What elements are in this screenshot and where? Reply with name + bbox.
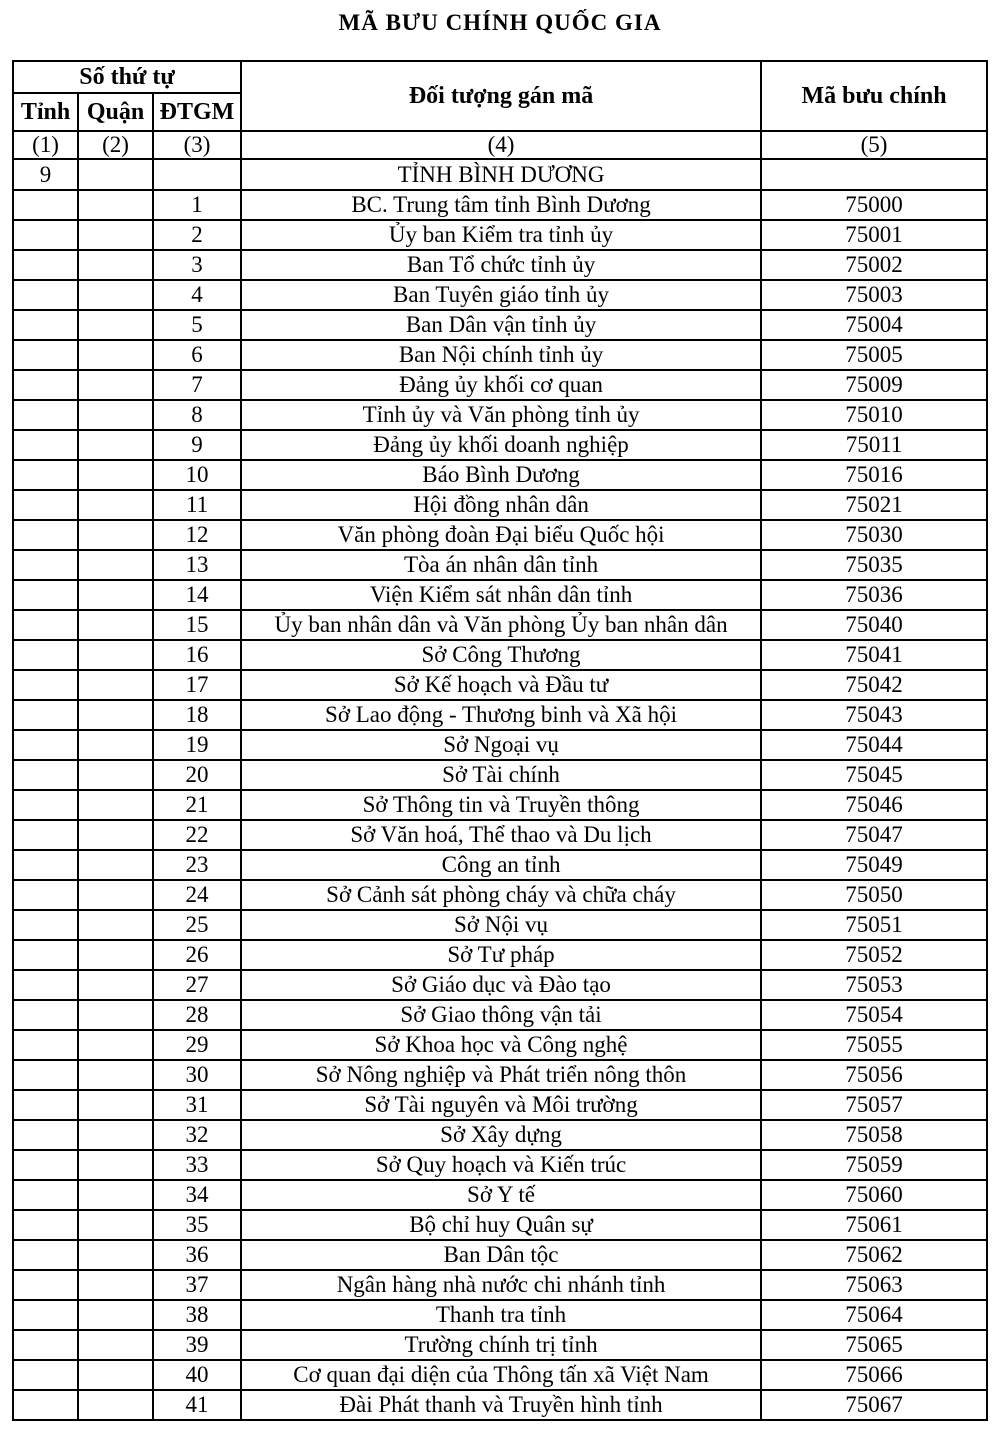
cell-postal-code: 75049 (761, 850, 987, 880)
cell-object-name: Ngân hàng nhà nước chi nhánh tỉnh (241, 1270, 761, 1300)
cell-quan-empty (78, 1330, 153, 1360)
cell-tinh-empty (13, 1300, 78, 1330)
cell-postal-code: 75003 (761, 280, 987, 310)
cell-object-name: Trường chính trị tỉnh (241, 1330, 761, 1360)
cell-ordinal: 13 (153, 550, 241, 580)
cell-postal-code: 75042 (761, 670, 987, 700)
cell-object-name: Sở Thông tin và Truyền thông (241, 790, 761, 820)
cell-postal-code: 75064 (761, 1300, 987, 1330)
table-row (13, 670, 987, 700)
table-row (13, 970, 987, 1000)
cell-quan-empty (78, 910, 153, 940)
table-row (13, 490, 987, 520)
table-row (13, 820, 987, 850)
cell-ordinal: 25 (153, 910, 241, 940)
table-row (13, 340, 987, 370)
cell-object-name: Thanh tra tỉnh (241, 1300, 761, 1330)
table-row (13, 370, 987, 400)
cell-postal-code: 75054 (761, 1000, 987, 1030)
column-index-row (13, 131, 987, 159)
cell-quan-empty (78, 1150, 153, 1180)
cell-ordinal: 35 (153, 1210, 241, 1240)
table-row (13, 310, 987, 340)
cell-postal-code: 75035 (761, 550, 987, 580)
province-name: TỈNH BÌNH DƯƠNG (241, 159, 761, 190)
cell-ordinal: 6 (153, 340, 241, 370)
table-row (13, 790, 987, 820)
cell-postal-code: 75005 (761, 340, 987, 370)
cell-tinh-empty (13, 1360, 78, 1390)
cell-tinh-empty (13, 220, 78, 250)
table-row (13, 220, 987, 250)
cell-object-name: Sở Cảnh sát phòng cháy và chữa cháy (241, 880, 761, 910)
cell-object-name: Công an tỉnh (241, 850, 761, 880)
header-quan: Quận (78, 93, 153, 131)
cell-object-name: Tòa án nhân dân tỉnh (241, 550, 761, 580)
cell-ordinal: 27 (153, 970, 241, 1000)
page-title: MÃ BƯU CHÍNH QUỐC GIA (338, 10, 662, 35)
cell-quan-empty (78, 640, 153, 670)
cell-tinh-empty (13, 310, 78, 340)
cell-postal-code: 75016 (761, 460, 987, 490)
cell-postal-code: 75036 (761, 580, 987, 610)
cell-postal-code: 75045 (761, 760, 987, 790)
cell-object-name: Sở Giao thông vận tải (241, 1000, 761, 1030)
cell-ordinal: 39 (153, 1330, 241, 1360)
cell-tinh-empty (13, 460, 78, 490)
cell-ordinal: 14 (153, 580, 241, 610)
cell-object-name: Ban Dân tộc (241, 1240, 761, 1270)
cell-tinh-empty (13, 1210, 78, 1240)
cell-tinh-empty (13, 370, 78, 400)
cell-ordinal: 12 (153, 520, 241, 550)
table-row (13, 760, 987, 790)
cell-tinh-empty (13, 430, 78, 460)
cell-ordinal: 3 (153, 250, 241, 280)
table-row (13, 1330, 987, 1360)
cell-postal-code: 75001 (761, 220, 987, 250)
cell-postal-code: 75063 (761, 1270, 987, 1300)
cell-postal-code: 75051 (761, 910, 987, 940)
cell-postal-code: 75059 (761, 1150, 987, 1180)
cell-quan-empty (78, 580, 153, 610)
postal-code-table (12, 60, 988, 1421)
header-so-thu-tu: Số thứ tự (13, 61, 241, 93)
cell-ordinal: 32 (153, 1120, 241, 1150)
cell-object-name: Sở Tài chính (241, 760, 761, 790)
province-code-cell-empty (761, 159, 987, 190)
cell-ordinal: 11 (153, 490, 241, 520)
cell-postal-code: 75030 (761, 520, 987, 550)
cell-ordinal: 15 (153, 610, 241, 640)
cell-postal-code: 75053 (761, 970, 987, 1000)
cell-quan-empty (78, 1180, 153, 1210)
cell-tinh-empty (13, 850, 78, 880)
cell-quan-empty (78, 1000, 153, 1030)
cell-postal-code: 75056 (761, 1060, 987, 1090)
cell-postal-code: 75004 (761, 310, 987, 340)
cell-ordinal: 9 (153, 430, 241, 460)
cell-object-name: Sở Nội vụ (241, 910, 761, 940)
table-row (13, 1360, 987, 1390)
cell-quan-empty (78, 340, 153, 370)
table-row (13, 880, 987, 910)
cell-ordinal: 36 (153, 1240, 241, 1270)
table-body (13, 159, 987, 1420)
cell-quan-empty (78, 610, 153, 640)
cell-tinh-empty (13, 490, 78, 520)
cell-quan-empty (78, 940, 153, 970)
cell-object-name: Sở Nông nghiệp và Phát triển nông thôn (241, 1060, 761, 1090)
cell-ordinal: 28 (153, 1000, 241, 1030)
table-row (13, 580, 987, 610)
col-index-1: (1) (13, 131, 78, 159)
table-row (13, 1000, 987, 1030)
cell-tinh-empty (13, 1390, 78, 1420)
table-row (13, 460, 987, 490)
table-row (13, 1120, 987, 1150)
cell-ordinal: 2 (153, 220, 241, 250)
cell-tinh-empty (13, 760, 78, 790)
cell-postal-code: 75009 (761, 370, 987, 400)
table-row (13, 640, 987, 670)
cell-ordinal: 30 (153, 1060, 241, 1090)
cell-object-name: Viện Kiểm sát nhân dân tỉnh (241, 580, 761, 610)
table-row (13, 1180, 987, 1210)
cell-quan-empty (78, 1210, 153, 1240)
cell-ordinal: 38 (153, 1300, 241, 1330)
cell-ordinal: 34 (153, 1180, 241, 1210)
cell-ordinal: 40 (153, 1360, 241, 1390)
cell-postal-code: 75011 (761, 430, 987, 460)
cell-ordinal: 8 (153, 400, 241, 430)
cell-quan-empty (78, 1240, 153, 1270)
cell-quan-empty (78, 220, 153, 250)
cell-object-name: Sở Khoa học và Công nghệ (241, 1030, 761, 1060)
cell-quan-empty (78, 790, 153, 820)
cell-ordinal: 22 (153, 820, 241, 850)
cell-ordinal: 33 (153, 1150, 241, 1180)
cell-ordinal: 26 (153, 940, 241, 970)
cell-tinh-empty (13, 1330, 78, 1360)
cell-ordinal: 31 (153, 1090, 241, 1120)
cell-ordinal: 24 (153, 880, 241, 910)
cell-postal-code: 75055 (761, 1030, 987, 1060)
cell-object-name: Sở Lao động - Thương binh và Xã hội (241, 700, 761, 730)
cell-quan-empty (78, 1270, 153, 1300)
table-row (13, 1030, 987, 1060)
cell-tinh-empty (13, 1120, 78, 1150)
table-row (13, 190, 987, 220)
cell-object-name: Ban Nội chính tỉnh ủy (241, 340, 761, 370)
cell-tinh-empty (13, 1090, 78, 1120)
cell-quan-empty (78, 1300, 153, 1330)
table-header (13, 61, 987, 159)
cell-postal-code: 75058 (761, 1120, 987, 1150)
cell-object-name: Ủy ban Kiểm tra tỉnh ủy (241, 220, 761, 250)
cell-object-name: Đài Phát thanh và Truyền hình tỉnh (241, 1390, 761, 1420)
cell-quan-empty (78, 1360, 153, 1390)
table-row (13, 1060, 987, 1090)
table-row (13, 1270, 987, 1300)
table-row (13, 1150, 987, 1180)
cell-tinh-empty (13, 400, 78, 430)
cell-postal-code: 75066 (761, 1360, 987, 1390)
cell-object-name: Sở Y tế (241, 1180, 761, 1210)
cell-tinh-empty (13, 730, 78, 760)
table-row (13, 610, 987, 640)
cell-tinh-empty (13, 1240, 78, 1270)
table-row (13, 520, 987, 550)
cell-postal-code: 75047 (761, 820, 987, 850)
cell-object-name: Báo Bình Dương (241, 460, 761, 490)
cell-tinh-empty (13, 820, 78, 850)
cell-quan-empty (78, 970, 153, 1000)
cell-postal-code: 75067 (761, 1390, 987, 1420)
cell-object-name: Sở Giáo dục và Đào tạo (241, 970, 761, 1000)
cell-quan-empty (78, 370, 153, 400)
cell-tinh-empty (13, 1030, 78, 1060)
cell-postal-code: 75021 (761, 490, 987, 520)
cell-quan-empty (78, 430, 153, 460)
cell-tinh-empty (13, 1270, 78, 1300)
cell-ordinal: 20 (153, 760, 241, 790)
cell-tinh-empty (13, 790, 78, 820)
table-row (13, 550, 987, 580)
cell-quan-empty (78, 850, 153, 880)
cell-object-name: Ban Tổ chức tỉnh ủy (241, 250, 761, 280)
cell-ordinal: 18 (153, 700, 241, 730)
cell-object-name: Ban Tuyên giáo tỉnh ủy (241, 280, 761, 310)
table-row (13, 910, 987, 940)
province-row (13, 159, 987, 190)
cell-postal-code: 75062 (761, 1240, 987, 1270)
cell-quan-empty (78, 460, 153, 490)
cell-postal-code: 75065 (761, 1330, 987, 1360)
cell-postal-code: 75044 (761, 730, 987, 760)
col-index-5: (5) (761, 131, 987, 159)
cell-quan-empty (78, 880, 153, 910)
cell-tinh-empty (13, 880, 78, 910)
table-row (13, 280, 987, 310)
cell-ordinal: 5 (153, 310, 241, 340)
cell-ordinal: 37 (153, 1270, 241, 1300)
cell-object-name: Bộ chỉ huy Quân sự (241, 1210, 761, 1240)
cell-tinh-empty (13, 550, 78, 580)
cell-quan-empty (78, 820, 153, 850)
table-row (13, 850, 987, 880)
cell-object-name: Hội đồng nhân dân (241, 490, 761, 520)
cell-quan-empty (78, 550, 153, 580)
cell-object-name: Tỉnh ủy và Văn phòng tỉnh ủy (241, 400, 761, 430)
cell-tinh-empty (13, 1060, 78, 1090)
table-row (13, 1090, 987, 1120)
table-row (13, 940, 987, 970)
cell-tinh-empty (13, 670, 78, 700)
table-row (13, 1210, 987, 1240)
cell-ordinal: 10 (153, 460, 241, 490)
table-row (13, 1240, 987, 1270)
cell-postal-code: 75002 (761, 250, 987, 280)
table-row (13, 250, 987, 280)
cell-tinh-empty (13, 1180, 78, 1210)
cell-tinh-empty (13, 1000, 78, 1030)
cell-ordinal: 1 (153, 190, 241, 220)
cell-object-name: Sở Kế hoạch và Đầu tư (241, 670, 761, 700)
header-row-group (13, 61, 987, 93)
table-row (13, 700, 987, 730)
cell-tinh-empty (13, 700, 78, 730)
col-index-3: (3) (153, 131, 241, 159)
cell-postal-code: 75050 (761, 880, 987, 910)
cell-tinh-empty (13, 250, 78, 280)
province-ordinal: 9 (13, 159, 78, 190)
cell-quan-empty (78, 280, 153, 310)
cell-ordinal: 4 (153, 280, 241, 310)
table-row (13, 400, 987, 430)
cell-ordinal: 29 (153, 1030, 241, 1060)
header-tinh: Tỉnh (13, 93, 78, 131)
cell-quan-empty (78, 490, 153, 520)
cell-object-name: Sở Ngoại vụ (241, 730, 761, 760)
cell-ordinal: 17 (153, 670, 241, 700)
cell-ordinal: 21 (153, 790, 241, 820)
cell-object-name: Đảng ủy khối doanh nghiệp (241, 430, 761, 460)
province-quan-cell-empty (78, 159, 153, 190)
cell-ordinal: 19 (153, 730, 241, 760)
cell-tinh-empty (13, 280, 78, 310)
cell-quan-empty (78, 1390, 153, 1420)
cell-postal-code: 75057 (761, 1090, 987, 1120)
cell-postal-code: 75061 (761, 1210, 987, 1240)
cell-quan-empty (78, 1030, 153, 1060)
cell-object-name: Đảng ủy khối cơ quan (241, 370, 761, 400)
cell-tinh-empty (13, 640, 78, 670)
cell-quan-empty (78, 670, 153, 700)
cell-tinh-empty (13, 580, 78, 610)
cell-quan-empty (78, 700, 153, 730)
cell-postal-code: 75060 (761, 1180, 987, 1210)
cell-object-name: Sở Tài nguyên và Môi trường (241, 1090, 761, 1120)
cell-object-name: Cơ quan đại diện của Thông tấn xã Việt Nam (241, 1360, 761, 1390)
cell-tinh-empty (13, 520, 78, 550)
header-ma-buu-chinh: Mã bưu chính (761, 61, 987, 131)
cell-tinh-empty (13, 910, 78, 940)
table-row (13, 1300, 987, 1330)
province-dtgm-cell-empty (153, 159, 241, 190)
cell-postal-code: 75000 (761, 190, 987, 220)
cell-object-name: Ủy ban nhân dân và Văn phòng Ủy ban nhân dân (241, 610, 761, 640)
col-index-2: (2) (78, 131, 153, 159)
cell-quan-empty (78, 250, 153, 280)
cell-quan-empty (78, 1090, 153, 1120)
header-doi-tuong-gan-ma: Đối tượng gán mã (241, 61, 761, 131)
cell-quan-empty (78, 760, 153, 790)
cell-postal-code: 75052 (761, 940, 987, 970)
cell-postal-code: 75040 (761, 610, 987, 640)
cell-object-name: Sở Tư pháp (241, 940, 761, 970)
cell-tinh-empty (13, 970, 78, 1000)
cell-quan-empty (78, 310, 153, 340)
cell-postal-code: 75043 (761, 700, 987, 730)
cell-object-name: Ban Dân vận tỉnh ủy (241, 310, 761, 340)
cell-object-name: Văn phòng đoàn Đại biểu Quốc hội (241, 520, 761, 550)
cell-ordinal: 7 (153, 370, 241, 400)
cell-ordinal: 41 (153, 1390, 241, 1420)
cell-object-name: Sở Quy hoạch và Kiến trúc (241, 1150, 761, 1180)
cell-quan-empty (78, 1120, 153, 1150)
table-row (13, 430, 987, 460)
cell-postal-code: 75010 (761, 400, 987, 430)
cell-ordinal: 16 (153, 640, 241, 670)
col-index-4: (4) (241, 131, 761, 159)
cell-tinh-empty (13, 190, 78, 220)
cell-object-name: Sở Xây dựng (241, 1120, 761, 1150)
cell-quan-empty (78, 190, 153, 220)
cell-quan-empty (78, 1060, 153, 1090)
cell-object-name: BC. Trung tâm tỉnh Bình Dương (241, 190, 761, 220)
cell-object-name: Sở Văn hoá, Thể thao và Du lịch (241, 820, 761, 850)
cell-tinh-empty (13, 940, 78, 970)
cell-quan-empty (78, 400, 153, 430)
cell-ordinal: 23 (153, 850, 241, 880)
cell-quan-empty (78, 520, 153, 550)
header-dtgm: ĐTGM (153, 93, 241, 131)
cell-object-name: Sở Công Thương (241, 640, 761, 670)
table-row (13, 1390, 987, 1420)
cell-postal-code: 75041 (761, 640, 987, 670)
cell-tinh-empty (13, 610, 78, 640)
cell-quan-empty (78, 730, 153, 760)
cell-tinh-empty (13, 1150, 78, 1180)
table-row (13, 730, 987, 760)
cell-tinh-empty (13, 340, 78, 370)
cell-postal-code: 75046 (761, 790, 987, 820)
